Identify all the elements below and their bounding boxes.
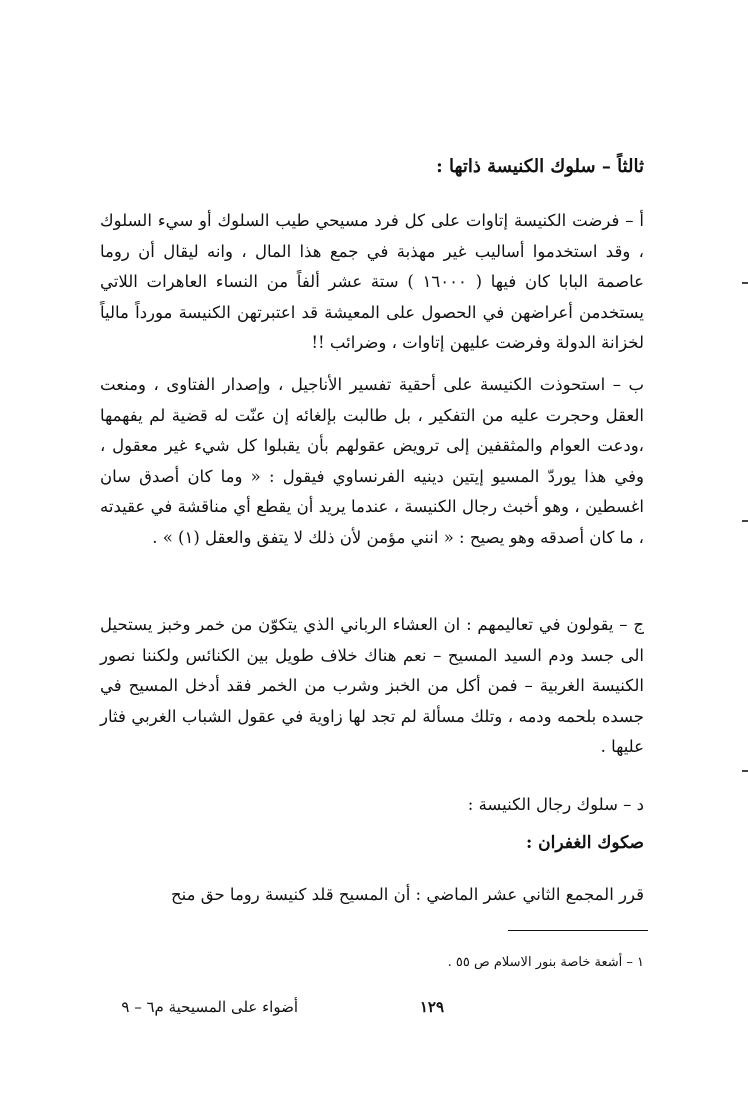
page-number: ١٢٩ [419,998,444,1016]
scan-edge-mark [742,282,748,284]
paragraph-a-text: أ – فرضت الكنيسة إتاوات على كل فرد مسيحي طيب السلوك أو سيء السلوك ، وقد استخدموا أساليب غير مهذبة في جمع هذا المال ، وانه ليقال أن روما عاصمة البابا كان فيها ( ١٦٠٠٠ ) ستة عشر ألفاً من النساء العاهرات اللاتي يستخدمن أعراضهن في الحصول على المعيشة قد اعتبرتهن الكنيسة مورداً مالياً لخزانة الدولة وفرضت عليهن إتاوات ، وضرائب !! [100,211,644,352]
paragraph-e-text: قرر المجمع الثاني عشر الماضي : أن المسيح قلد كنيسة روما حق منح [171,885,644,904]
paragraph-b-text: ب – استحوذت الكنيسة على أحقية تفسير الأناجيل ، وإصدار الفتاوى ، ومنعت العقل وحجرت عليه من التفكير ، بل طالبت بإلغائه إن عنّت له قضية لم يفهمها ،ودعت العوام والمثقفين إلى ترويض عقولهم بأن يقبلوا كل شيء غير معقول ، وفي هذا يوردّ المسيو إيتين دينيه الفرنساوي فيقول : « وما كان أصدق سان اغسطين ، وهو أخبث رجال الكنيسة ، عندما يريد أن يقطع أي مناقشة في عقيدته ، ما كان أصدقه وهو يصيح : « انني مؤمن لأن ذلك لا يتفق والعقل (١) » . [100,375,644,547]
paragraph-c-text: ج – يقولون في تعاليمهم : ان العشاء الرباني الذي يتكوّن من خمر وخبز يستحيل الى جسد ودم السيد المسيح – نعم هناك خلاف طويل بين الكنائس ولكننا نصور الكنيسة الغربية – فمن أكل من الخبز وشرب من الخمر فقد أدخل المسيح في جسده بلحمه ودمه ، وتلك مسألة لم تجد لها زاوية في عقول الشباب الغربي فثار عليها . [100,615,644,756]
scan-edge-mark [742,770,748,772]
paragraph-b [100,370,644,553]
paragraph-e [100,880,644,911]
scan-edge-mark [742,520,748,522]
paragraph-a [100,206,644,359]
subheading-indulgences: صكوك الغفران : [525,833,644,853]
subheading-d: د – سلوك رجال الكنيسة : [467,795,644,814]
paragraph-c [100,610,644,763]
footnote: ١ – أشعة خاصة بنور الاسلام ص ٥٥ . [447,955,644,970]
book-signature: أضواء على المسيحية م٦ – ٩ [121,998,298,1016]
page-footer [100,992,644,1022]
footnote-divider [508,930,648,931]
section-heading: ثالثاً – سلوك الكنيسة ذاتها : [436,156,644,177]
